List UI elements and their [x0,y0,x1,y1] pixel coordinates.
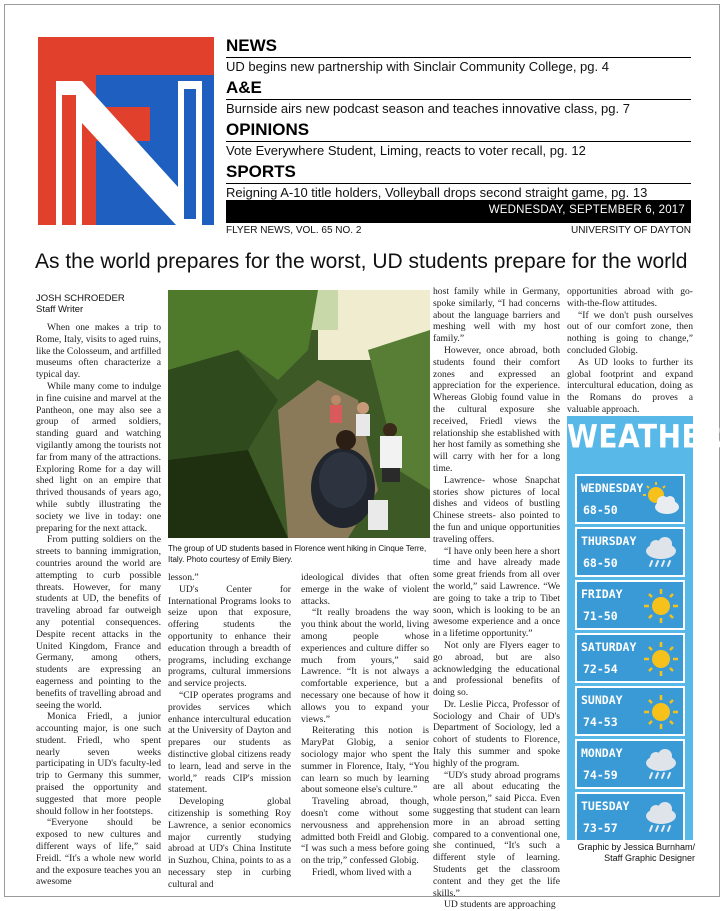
paragraph: Developing global citizenship is something Roy Lawrence, a senior economics major currently studying abroad at UD's China Institute in Suzhou, China, points to as a necessary step in curbing cultural and [168,796,291,890]
paragraph: Monica Friedl, a junior accounting major, is one such student. Friedl, who spent nearly seven weeks participating in UD's faculty-led trip to Germany this summer, praised the opportunity and suggested that more people should follow in her footsteps. [36,711,161,817]
forecast-day-name: MONDAY [581,746,623,760]
forecast-day-name: TUESDAY [581,799,630,813]
article-column-3 [301,572,429,878]
paragraph: UD's Center for International Programs looks to seize upon that exposure, offering students the opportunity to enhance their education through a breadth of programs, including exchange programs, cultural immersions and service projects. [168,583,291,690]
weather-panel [567,416,724,840]
forecast-temps: 74-53 [583,715,618,729]
paragraph: “UD's study abroad programs are all about educating the whole person,” said Picca. Even suggesting that student can learn more in an abroad setting compared to a conventional one, she continued, “It's such a different style of learning. Students get the classroom content and they get the life skills.” [433,769,560,899]
teaser-text: Reigning A-10 title holders, Volleyball drops second straight game, pg. 13 [226,185,648,200]
teaser-ae[interactable] [226,78,691,118]
forecast-day-name: SUNDAY [581,693,623,707]
forecast-day [575,739,685,789]
forecast-temps: 72-54 [583,662,618,676]
forecast-temps: 71-50 [583,609,618,623]
hiking-photo [168,290,430,538]
paragraph: “It really broadens the way you think about the world, living among people whose experiences and culture differ so much from yours,” said Lawrence. “It is not always a comfortable experience, but a necessary one because of how it allows you to expand your views.” [301,607,429,725]
paragraph: UD students are approaching [444,899,556,911]
forecast-day-name: WEDNESDAY [581,481,644,495]
teaser-section: SPORTS [226,162,296,181]
forecast-day [575,686,685,736]
paragraph: “I have only been here a short time and have already made some great friends from all over the world,” said Lawrence. “We are going to take a trip to Tibet soon, which is looking to be an awesome experience and a once in a lifetime opportunity.” [433,545,560,640]
article-column-4 [433,286,560,911]
forecast-day-name: SATURDAY [581,640,637,654]
paragraph: When one makes a trip to Rome, Italy, visits to aged ruins, like the Colosseum, and artfilled museums often characterize a typical day. [36,322,161,381]
paragraph: Lawrence- whose Snapchat stories show pictures of local dishes and videos of bustling Chinese streets- also pointed to the fun and unique opportunities traveling offers. [433,474,560,545]
forecast-day [575,474,685,524]
date-bar [226,200,691,223]
paragraph: opportunities abroad with go-with-the-flow attitudes. [567,286,693,309]
paragraph: As UD looks to further its global footprint and expand intercultural education, doing as the Romans do proves a valuable approach. [567,356,693,415]
forecast-day [575,580,685,630]
forecast-day [575,633,685,683]
photo-caption: The group of UD students based in Florence went hiking in Cinque Terre, Italy. Photo courtesy of Emily Biery. [168,544,427,564]
paragraph: “Everyone should be exposed to new cultures and different ways of life,” said Freidl. “It's a whole new world and the exposure teaches you an awesome [36,817,161,888]
teaser-news[interactable] [226,36,691,76]
sun-icon [641,586,681,626]
teaser-opinions[interactable] [226,120,691,160]
article-column-2 [168,572,291,890]
paragraph: However, once abroad, both students found their comfort zones and expressed an appreciation for the experience. Whereas Globig found value in the cultural exposure she received, Friedl views the relationship she established with her host family as something she will carry with her for a long time. [433,344,560,474]
paragraph: “CIP operates programs and provides services which enhance intercultural education at the University of Dayton and prepares our students as distinctive global citizens ready to learn, lead and serve in the world,” reads CIP's mission statement. [168,689,291,796]
forecast-day-name: FRIDAY [581,587,623,601]
partly-cloudy-icon [641,480,681,520]
paragraph: Not only are Flyers eager to go abroad, but are also acknowledging the educational and professional benefits of doing so. [433,639,560,699]
teaser-text: Vote Everywhere Student, Liming, reacts to voter recall, pg. 12 [226,143,586,158]
paragraph: host family while in Germany, spoke similarly, “I had concerns about the language barriers and meshing well with my host family.” [433,286,560,345]
paragraph: Traveling abroad, though, doesn't come without some nervousness and apprehension admitted both Freidl and Globig. “I was such a mess before going on the trip,” confessed Globig. [301,796,429,867]
forecast-day-name: THURSDAY [581,534,637,548]
article-headline: As the world prepares for the worst, UD students prepare for the world [35,250,688,273]
weather-credit: Graphic by Jessica Burnham/ Staff Graphic Designer [577,842,695,863]
issue-date: WEDNESDAY, SEPTEMBER 6, 2017 [488,204,685,216]
teaser-sports[interactable] [226,162,691,202]
byline-title: Staff Writer [36,304,84,315]
paragraph: “If we don't push ourselves out of our comfort zone, then nothing is going to change,” concluded Globig. [567,309,693,356]
paragraph: Dr. Leslie Picca, Professor of Sociology and Chair of UD's Department of Sociology, led a cohort of students to Florence, Italy this summer and spoke highly of the program. [433,698,560,769]
forecast-day [575,792,685,842]
article-column-1 [36,322,161,888]
byline [36,293,125,315]
rain-cloud-icon [641,745,681,785]
paragraph: From putting soldiers on the streets to banning immigration, countries around the world are attempting to curb possible threats. However, for many students at UD, the benefits of traveling abroad far outweigh any potential consequences. Despite recent attacks in the United Kingdom, France and Germany, among others, students are expressing an eagerness and pointing to the benefits of travelling abroad and seeing the world. [36,534,161,711]
teaser-section: NEWS [226,36,277,55]
weather-title: WEATHER [567,417,724,456]
article-column-5 [567,286,693,415]
flyer-news-logo [38,37,214,225]
teaser-text: UD begins new partnership with Sinclair Community College, pg. 4 [226,59,609,74]
forecast-temps: 73-57 [583,821,618,835]
sun-icon [641,692,681,732]
rain-cloud-icon [641,533,681,573]
paragraph: Friedl, whom lived with a [312,866,412,878]
paragraph: ideological divides that often emerge in the wake of violent attacks. [301,572,429,607]
paragraph: While many come to indulge in fine cuisine and marvel at the Pantheon, one may also see a group of armed soldiers, standing guard and watching vigilantly among the tourists not far from many of the attractions. Exploring Rome for a day will shed light on an empire that thrived thousands of years ago, while subtly illustrating the society we live in today: one preparing for the next attack. [36,380,161,534]
publication-line: FLYER NEWS, VOL. 65 NO. 2 [226,225,362,236]
forecast-day [575,527,685,577]
university-name: UNIVERSITY OF DAYTON [570,225,691,236]
forecast-temps: 68-50 [583,503,618,517]
teaser-text: Burnside airs new podcast season and teaches innovative class, pg. 7 [226,101,630,116]
rain-cloud-icon [641,798,681,838]
paragraph: Reiterating this notion is MaryPat Globig, a senior sociology major who spent the summer in Florence, Italy, “You can learn so much by learning about someone else's culture.” [301,725,429,796]
forecast-temps: 74-59 [583,768,618,782]
forecast-temps: 68-50 [583,556,618,570]
teaser-section: A&E [226,78,262,97]
paragraph: lesson.” [168,572,199,583]
byline-name: JOSH SCHROEDER [36,293,125,304]
sun-icon [641,639,681,679]
teaser-section: OPINIONS [226,120,310,139]
